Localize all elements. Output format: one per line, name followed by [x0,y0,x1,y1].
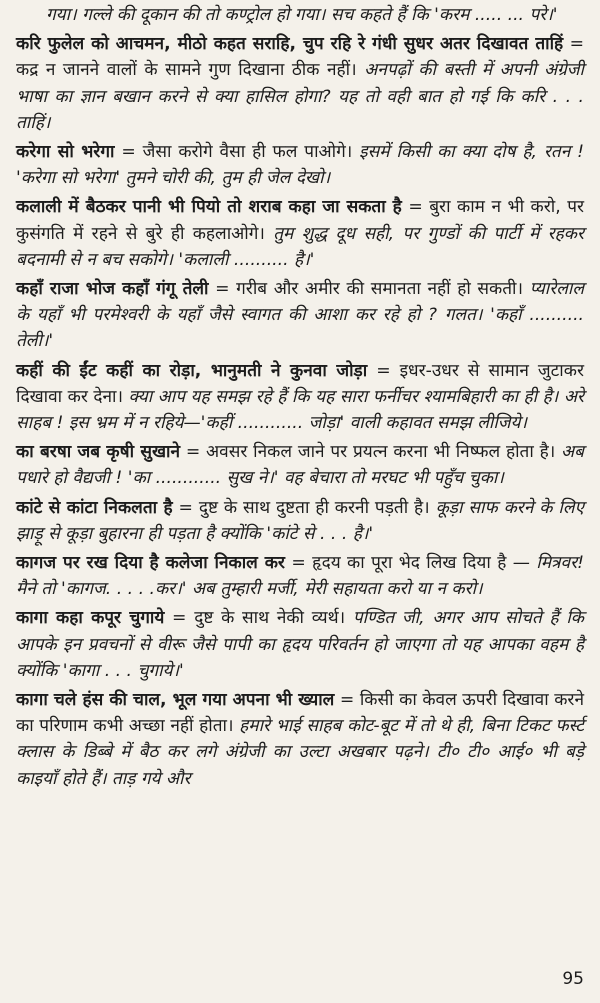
proverb-meaning: = कद्र न जानने वालों के सामने गुण दिखाना ठीक नहीं। [16,34,584,81]
example-text: क्या आप यह समझ रहे हैं कि यह सारा फर्नीचर श्यामबिहारी का ही है। अरे साहब ! इस भ्रम में न रहिये—'कहीं ............ जोड़ा' वाली कहावत समझ लीजिये। [16,386,584,434]
proverb-heading: कांटे से कांटा निकलता है [16,497,173,518]
proverb-meaning: = दुष्ट के साथ दुष्टता ही करनी पड़ती है। [172,497,430,518]
proverb-meaning: = किसी का केवल ऊपरी दिखावा करने का परिणाम कभी अच्छा नहीं होता। [16,690,585,737]
example-text: गया। गल्ले की दूकान की तो कण्ट्रोल हो गया। सच कहते हैं कि 'करम ..... ... परे।' [46,5,558,25]
proverb-entry [16,687,584,792]
proverb-meaning: = हृदय का पूरा भेद लिख दिया है [284,553,507,574]
proverb-heading: करि फुलेल को आचमन, मीठो कहत सराहि, चुप रहि रे गंधी सुधर अतर दिखावत ताहिं [16,34,564,55]
proverb-meaning: = गरीब और अमीर की समानता नहीं हो सकती। [208,279,523,300]
continued-text [16,2,584,28]
proverb-heading: का बरषा जब कृषी सुखाने [16,442,181,463]
proverb-entry [16,605,584,684]
proverb-meaning: = दुष्ट के साथ नेकी व्यर्थ। [164,608,346,629]
proverb-entry [16,495,584,547]
proverb-heading: करेगा सो भरेगा [16,142,115,163]
example-text: हमारे भाई साहब कोट-बूट में तो थे ही, बिना टिकट फर्स्ट क्लास के डिब्बे में बैठ कर लगे अंग्रेजी का उल्टा अखबार पढ़ने। टी० टी० आई० भी बड़े काइयाँ होते हैं। ताड़ गये और [16,716,584,789]
proverb-entry [16,139,584,191]
proverb-entry [16,276,584,355]
proverb-entry [16,31,584,136]
page-number: 95 [562,969,584,989]
proverb-heading: कागा कहा कपूर चुगाये [16,608,165,629]
example-text: अनपढ़ों की बस्ती में अपनी अंग्रेजी भाषा का ज्ञान बखान करने से क्या हासिल होगा? यह तो वही बात हो गई कि करि . . . ताहिं। [16,60,584,133]
example-text: अब पधारे हो वैद्यजी ! 'का ............ सुख ने।' वह बेचारा तो मरघट भी पहुँच चुका। [16,442,584,489]
proverb-entry [16,550,584,602]
proverb-meaning: = इधर-उधर से सामान जुटाकर दिखावा कर देना। [16,360,584,407]
proverb-entry [16,194,584,273]
proverb-entry [16,358,584,437]
proverb-meaning: = जैसा करोगे वैसा ही फल पाओगे। [114,142,353,163]
example-text: — मित्रवर! मैने तो 'कागज. . . . .कर।' अब तुम्हारी मर्जी, मेरी सहायता करो या न करो। [16,553,584,600]
proverb-heading: कहीं की ईंट कहीं का रोड़ा, भानुमती ने कुनवा जोड़ा [16,360,368,381]
proverb-meaning: = बुरा काम न भी करो, पर कुसंगति में रहने से बुरे ही कहलाओगे। [16,197,584,244]
example-text: प्यारेलाल के यहाँ भी परमेश्वरी के यहाँ जैसे स्वागत की आशा कर रहे हो ? गलत। 'कहाँ .......... तेली।' [16,279,584,352]
proverb-heading: कागज पर रख दिया है कलेजा निकाल कर [16,553,285,574]
example-text: कूड़ा साफ करने के लिए झाड़ू से कूड़ा बुहारना ही पड़ता है क्योंकि 'कांटे से . . . है।' [16,497,584,544]
example-text: पण्डित जी, अगर आप सोचते हैं कि आपके इन प्रवचनों से वीरू जैसे पापी का हृदय परिवर्तन हो जाएगा तो यह आपका वहम है क्योंकि 'कागा . . . चुगाये।' [16,608,584,681]
proverb-entry [16,439,584,491]
example-text: तुम शुद्ध दूध सही, पर गुण्डों की पार्टी में रहकर बदनामी से न बच सकोगे। 'कलाली .......... है।' [16,223,584,270]
proverb-heading: कागा चले हंस की चाल, भूल गया अपना भी ख्याल [16,690,335,711]
proverb-meaning: = अवसर निकल जाने पर प्रयत्न करना भी निष्फल होता है। [180,442,556,463]
example-text: इसमें किसी का क्या दोष है, रतन ! 'करेगा सो भरेगा' तुमने चोरी की, तुम ही जेल देखो। [16,142,584,189]
proverb-heading: कलाली में बैठकर पानी भी पियो तो शराब कहा जा सकता है [16,197,402,218]
proverb-heading: कहाँ राजा भोज कहाँ गंगू तेली [16,279,209,300]
